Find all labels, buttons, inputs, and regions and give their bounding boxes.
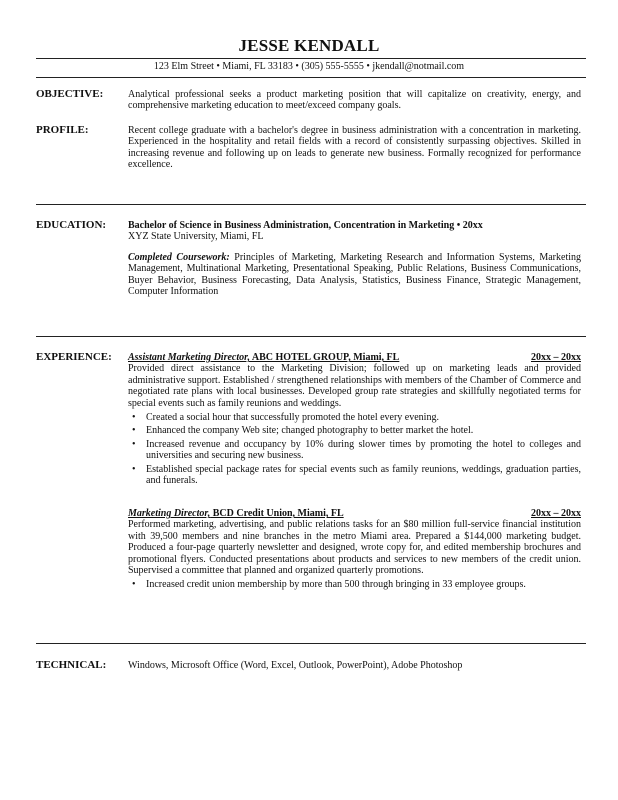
bullet-icon: •: [132, 438, 136, 450]
section-divider: [36, 336, 586, 337]
objective-label: OBJECTIVE:: [36, 88, 104, 100]
education-block: [128, 220, 581, 297]
list-item: [132, 412, 581, 424]
job-dates: 20xx – 20xx: [531, 508, 581, 519]
list-item: [132, 438, 581, 462]
job-title: Marketing Director,: [128, 508, 211, 519]
education-label: EDUCATION:: [36, 219, 107, 231]
achievement-text: Increased revenue and occupancy by 10% during slower times by promoting the hotel to colleges and universities and securing new business.: [146, 438, 581, 462]
section-divider: [36, 643, 586, 644]
achievement-text: Increased credit union membership by more than 500 through bringing in 33 employee groups.: [146, 579, 526, 591]
job-achievements: [128, 412, 581, 486]
bullet-icon: •: [132, 463, 136, 475]
objective-paragraph: Analytical professional seeks a product marketing position that will capitalize on creativity, energy, and comprehensive marketing education to meet/exceed company goals.: [128, 89, 581, 112]
degree-line: Bachelor of Science in Business Administration, Concentration in Marketing • 20xx: [128, 220, 483, 231]
achievement-text: Created a social hour that successfully promoted the hotel every evening.: [146, 412, 439, 424]
contact-line: 123 Elm Street • Miami, FL 33183 • (305) 555-5555 • jkendall@notmail.com: [153, 61, 465, 72]
objective-text: [128, 89, 581, 112]
bullet-icon: •: [132, 425, 136, 437]
list-item: [132, 463, 581, 487]
job-dates: 20xx – 20xx: [531, 352, 581, 363]
job-summary: Performed marketing, advertising, and public relations tasks for an $80 million full-service financial institution with 39,500 members and nine branches in the metro Miami area. Prepared a $144,000 marketing budget. Produced a four-page quarterly newsletter and designed, wrote copy for, and edited membership brochures and promotional flyers. Conducted presentations about products and services to new members of the credit union. Supervised a committee that planned and organized quarterly promotions.: [128, 519, 581, 577]
job-entry: [128, 352, 581, 488]
profile-label: PROFILE:: [36, 124, 89, 136]
coursework-paragraph: [128, 252, 581, 298]
candidate-name: JESSE KENDALL: [238, 36, 380, 55]
job-header: [128, 352, 581, 363]
bullet-icon: •: [132, 412, 136, 424]
header-top-rule: [36, 58, 586, 59]
profile-paragraph: Recent college graduate with a bachelor's degree in business administration with a concentration in marketing. Experienced in the hospitality and retail fields with a record of consistently surpassing objectives. Skilled in increasing revenue and following up on leads to generate new business. Formally recognized for performance excellence.: [128, 125, 581, 171]
technical-paragraph: Windows, Microsoft Office (Word, Excel, Outlook, PowerPoint), Adobe Photoshop: [128, 660, 463, 671]
school-line: XYZ State University, Miami, FL: [128, 231, 264, 243]
job-title: Assistant Marketing Director,: [128, 352, 250, 363]
list-item: [132, 425, 581, 437]
job-entry: [128, 508, 581, 593]
job-employer: BCD Credit Union, Miami, FL: [210, 508, 344, 519]
coursework-text: Principles of Marketing, Marketing Research and Information Systems, Marketing Management, Multinational Marketing, Presentational Speaking, Public Relations, Business Communications, Buyer Behavior, Business Forecasting, Data Analysis, Statistics, Business Finance, Strategic Management, Computer Information: [128, 251, 581, 298]
job-achievements: [128, 579, 581, 590]
section-divider: [36, 204, 586, 205]
job-position: [128, 352, 399, 363]
list-item: [132, 579, 581, 591]
job-employer: ABC HOTEL GROUP, Miami, FL: [249, 352, 400, 363]
header-bottom-rule: [36, 77, 586, 78]
job-summary: Provided direct assistance to the Marketing Division; followed up on marketing leads and provided administrative support. Established / strengthened relationships with members of the Chamber of Commerce and negotiated rate plans with local businesses. Developed group rate strategies and skillfully negotiated terms for special events such as family reunions and weddings.: [128, 363, 581, 409]
achievement-text: Established special package rates for special events such as family reunions, weddings, graduation parties, and funerals.: [146, 463, 581, 487]
technical-text: [128, 660, 581, 671]
technical-label: TECHNICAL:: [36, 659, 107, 671]
coursework-label: Completed Coursework:: [128, 251, 230, 263]
job-header: [128, 508, 581, 519]
experience-label: EXPERIENCE:: [36, 351, 112, 363]
profile-text: [128, 125, 581, 171]
achievement-text: Enhanced the company Web site; changed photography to better market the hotel.: [146, 425, 474, 437]
job-position: [128, 508, 344, 519]
bullet-icon: •: [132, 579, 136, 591]
